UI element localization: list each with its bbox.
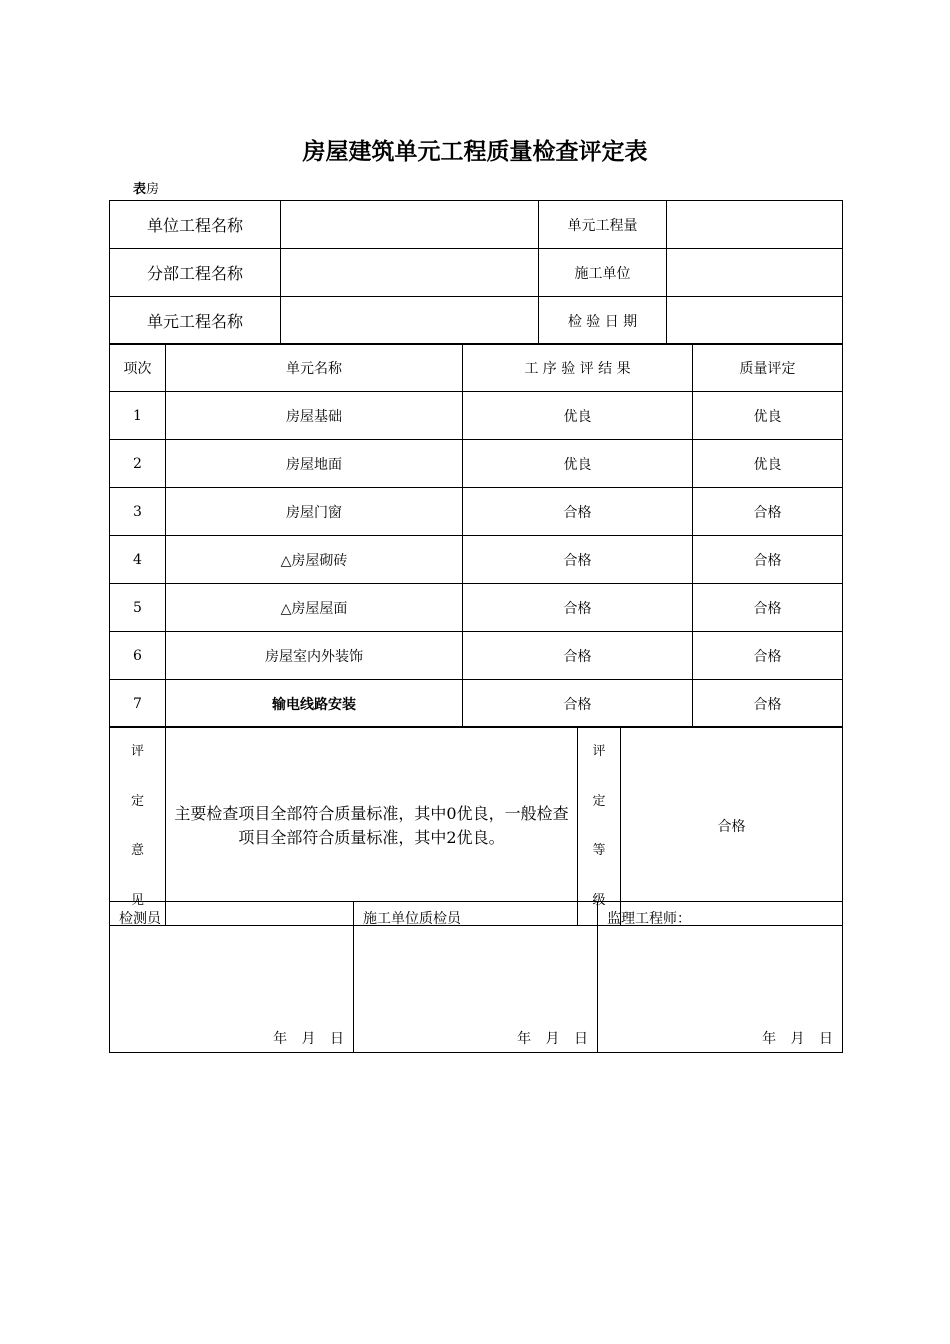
- form-code-prefix: 表: [133, 182, 147, 197]
- item-result: 优良: [463, 392, 693, 440]
- opinion-label-char: 意: [130, 843, 144, 858]
- opinion-label-char: 定: [130, 793, 144, 809]
- column-header: 质量评定: [693, 344, 843, 392]
- unit-project-name-label: 单位工程名称: [110, 201, 281, 249]
- item-name: 房屋门窗: [166, 488, 463, 536]
- grade-label-char: 级: [592, 892, 606, 908]
- item-result: 合格: [463, 584, 693, 632]
- table-row: [110, 488, 843, 536]
- item-no: 5: [110, 584, 166, 632]
- item-no: 7: [110, 680, 166, 728]
- column-header: 单元名称: [166, 344, 463, 392]
- signature-label: 检测员: [119, 911, 161, 927]
- items-table: [109, 343, 843, 728]
- signature-cell-inspector[interactable]: [110, 902, 354, 1053]
- column-header: 项次: [110, 344, 166, 392]
- item-name: △房屋砌砖: [166, 536, 463, 584]
- opinion-label: [110, 727, 166, 926]
- item-rating: 合格: [693, 584, 843, 632]
- construction-unit-label: 施工单位: [539, 249, 667, 297]
- item-no: 4: [110, 536, 166, 584]
- opinion-text: 主要检查项目全部符合质量标准，其中0优良，一般检查项目全部符合质量标准，其中2优良。: [166, 727, 578, 926]
- signature-date: 年 月 日: [273, 1031, 344, 1047]
- column-header: 工 序 验 评 结 果: [463, 344, 693, 392]
- inspection-date-label: 检 验 日 期: [539, 297, 667, 345]
- division-project-name-label: 分部工程名称: [110, 249, 281, 297]
- table-row: [110, 584, 843, 632]
- table-row: [110, 536, 843, 584]
- opinion-label-char: 见: [130, 892, 144, 908]
- item-rating: 合格: [693, 488, 843, 536]
- grade-label-char: 评: [592, 744, 606, 759]
- unit-project-name-value[interactable]: [281, 201, 539, 249]
- item-no: 1: [110, 392, 166, 440]
- item-rating: 合格: [693, 680, 843, 728]
- signature-date: 年 月 日: [762, 1031, 833, 1047]
- table-row: [110, 632, 843, 680]
- unit-quantity-value[interactable]: [667, 201, 843, 249]
- grade-label-char: 等: [592, 843, 606, 858]
- item-rating: 优良: [693, 392, 843, 440]
- grade-label: [578, 727, 621, 926]
- opinion-label-char: 评: [130, 744, 144, 759]
- item-name: △房屋屋面: [166, 584, 463, 632]
- signature-cell-quality-inspector[interactable]: [354, 902, 598, 1053]
- item-result: 合格: [463, 632, 693, 680]
- form-code: [133, 178, 159, 197]
- item-name: 房屋地面: [166, 440, 463, 488]
- item-result: 优良: [463, 440, 693, 488]
- evaluation-table: [109, 726, 843, 926]
- signature-cell-supervisor[interactable]: [598, 902, 843, 1053]
- table-row: [110, 680, 843, 728]
- header-table: [109, 200, 843, 345]
- construction-unit-value[interactable]: [667, 249, 843, 297]
- division-project-name-value[interactable]: [281, 249, 539, 297]
- element-project-name-value[interactable]: [281, 297, 539, 345]
- item-result: 合格: [463, 680, 693, 728]
- item-name: 房屋基础: [166, 392, 463, 440]
- grade-value: 合格: [621, 727, 843, 926]
- unit-quantity-label: 单元工程量: [539, 201, 667, 249]
- inspection-date-value[interactable]: [667, 297, 843, 345]
- table-header-row: [110, 344, 843, 392]
- signature-label: 监理工程师：: [607, 911, 691, 927]
- page-title: 房屋建筑单元工程质量检查评定表: [302, 139, 648, 165]
- table-row: [110, 392, 843, 440]
- form-code-suffix: 房: [146, 182, 160, 197]
- item-name: 输电线路安装: [166, 680, 463, 728]
- item-rating: 优良: [693, 440, 843, 488]
- item-no: 2: [110, 440, 166, 488]
- item-name: 房屋室内外装饰: [166, 632, 463, 680]
- signature-date: 年 月 日: [517, 1031, 588, 1047]
- item-rating: 合格: [693, 632, 843, 680]
- item-result: 合格: [463, 536, 693, 584]
- signature-label: 施工单位质检员: [363, 911, 461, 927]
- grade-label-char: 定: [592, 793, 606, 809]
- signature-table: [109, 901, 843, 1053]
- item-no: 3: [110, 488, 166, 536]
- table-row: [110, 440, 843, 488]
- item-result: 合格: [463, 488, 693, 536]
- item-rating: 合格: [693, 536, 843, 584]
- item-no: 6: [110, 632, 166, 680]
- element-project-name-label: 单元工程名称: [110, 297, 281, 345]
